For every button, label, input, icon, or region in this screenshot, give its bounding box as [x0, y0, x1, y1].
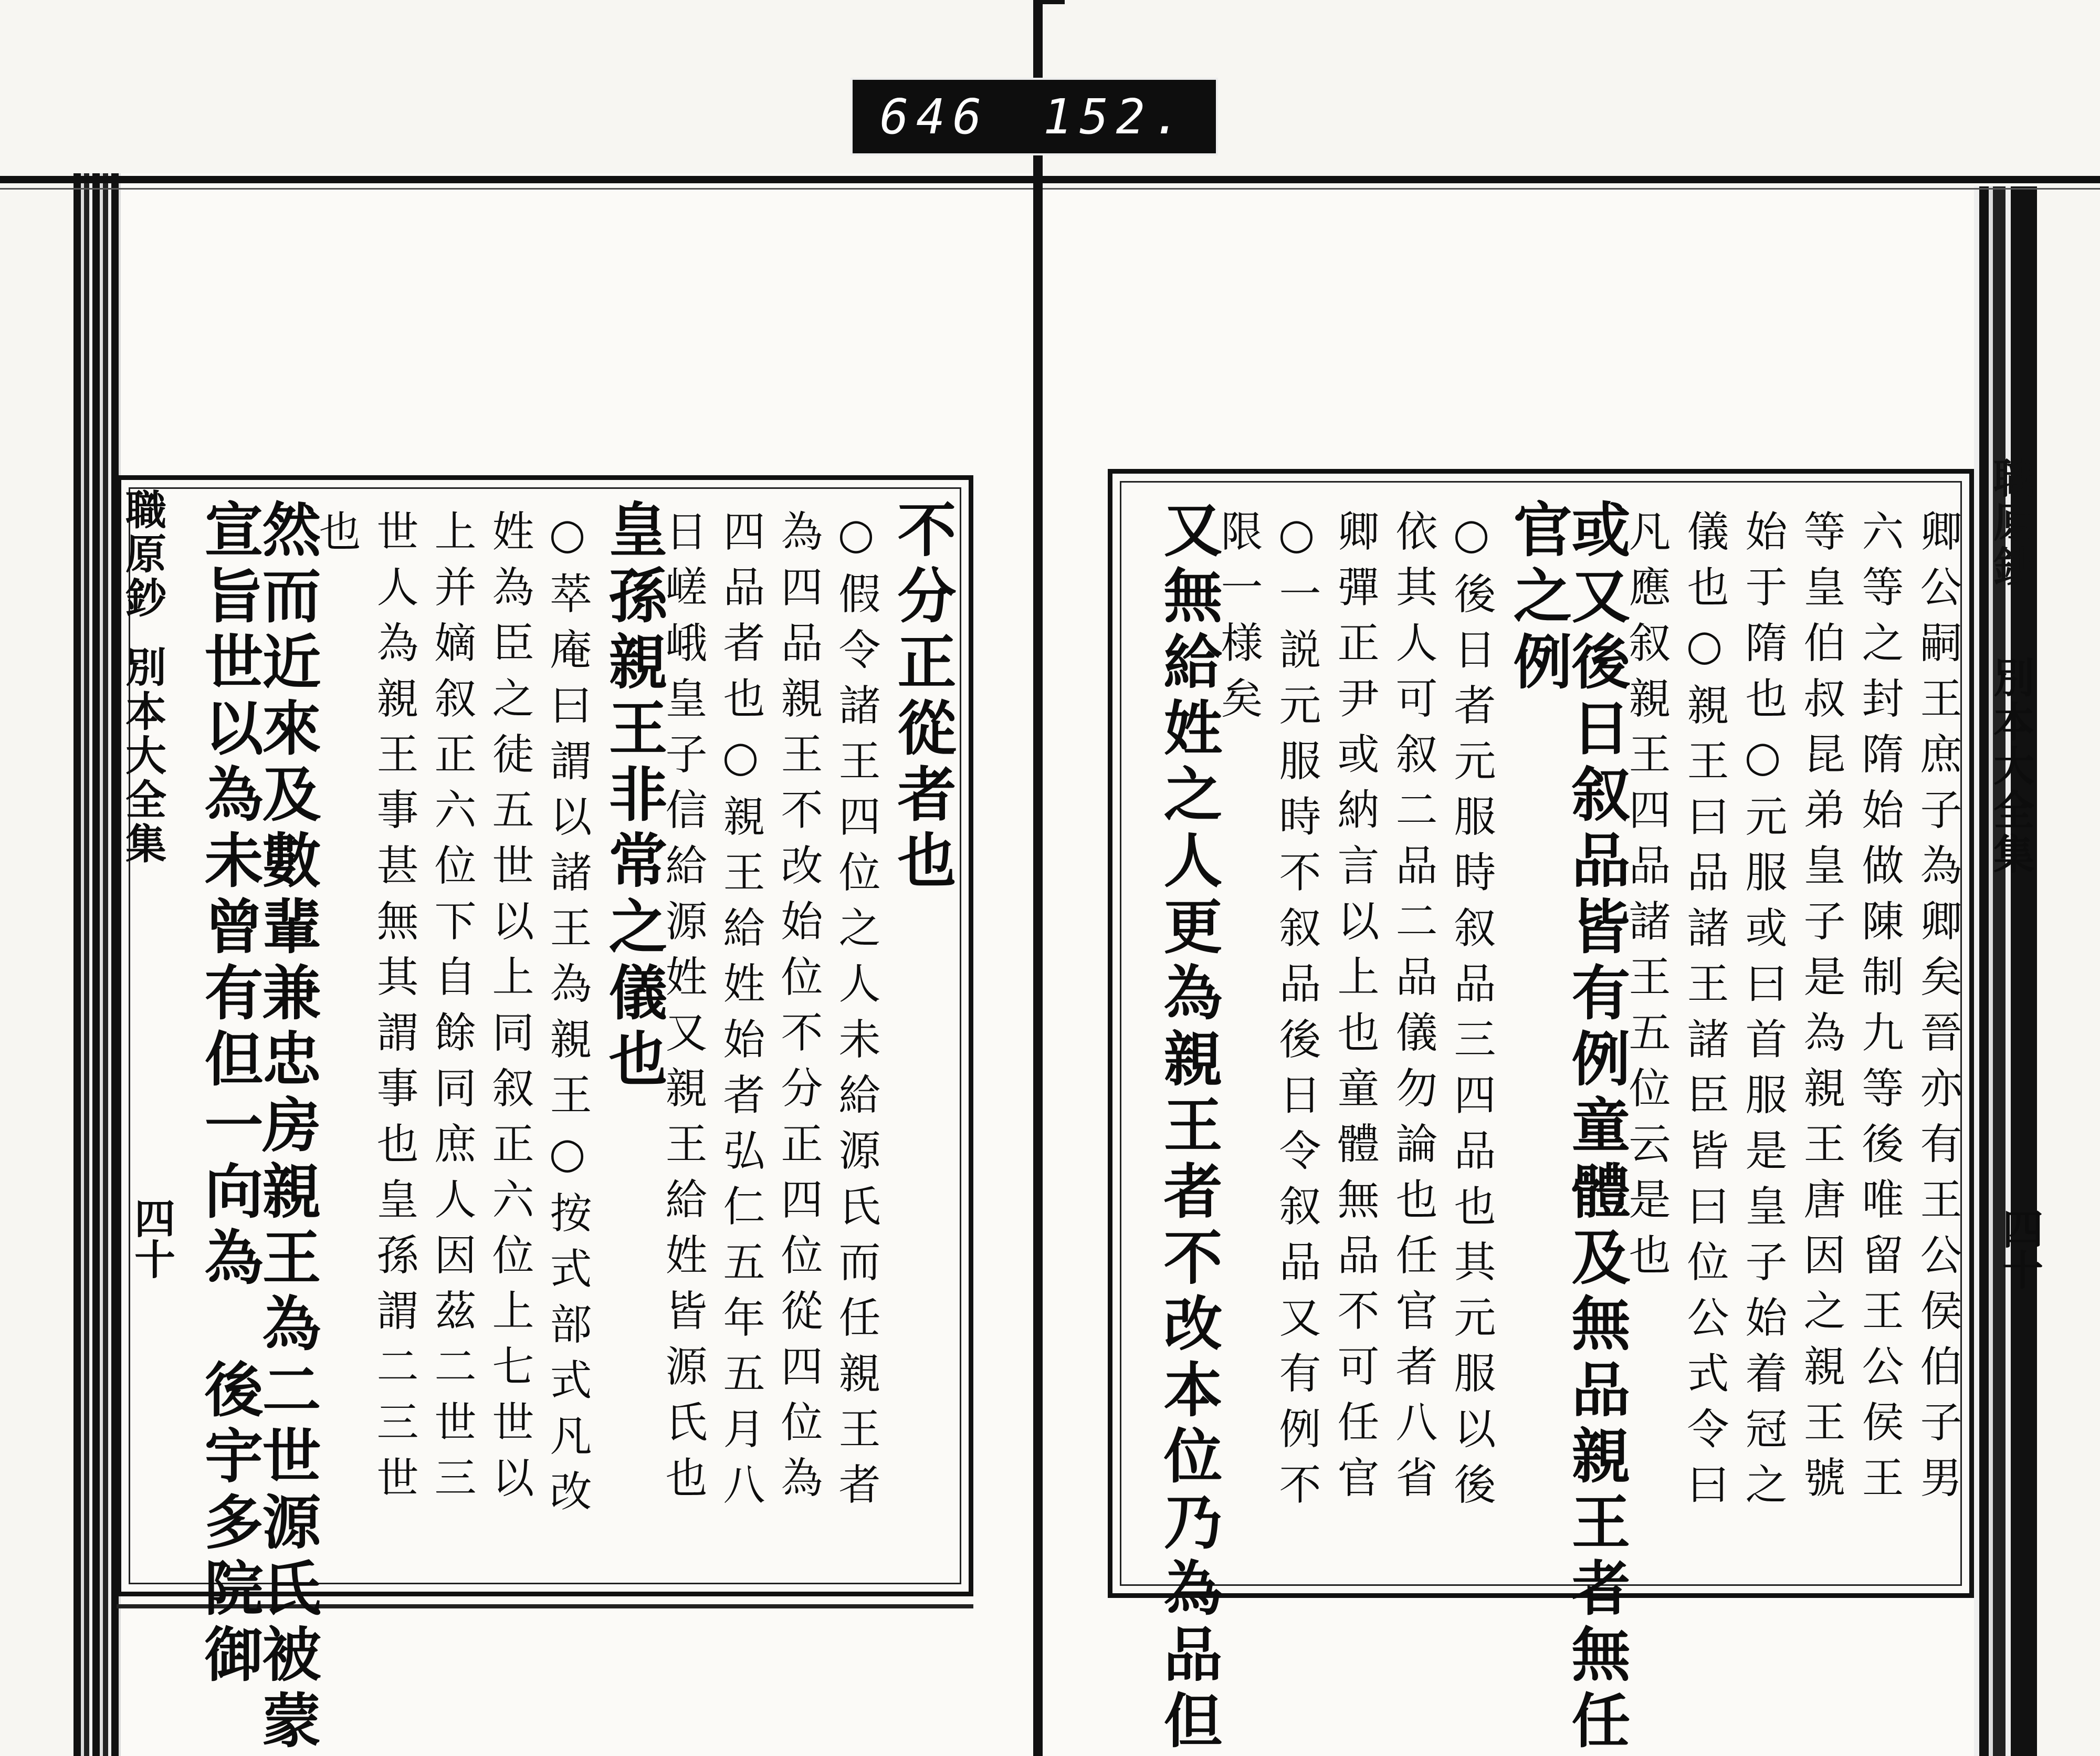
right-page-column: 凡應叙親王四品諸王五位云是也 [1622, 509, 1671, 1289]
left-page-column: 世人為親王事甚無其謂事也皇孫謂二三世 [370, 509, 418, 1511]
left-page-column: 為四品親王不改始位不分正四位從四位為 [774, 509, 823, 1511]
left-page-column: 四品者也○親王給姓始者弘仁五年五月八 [716, 509, 765, 1518]
right-page-column: 官之例 [1504, 499, 1572, 697]
left-page-column: 宣旨世以為未曾有但一向為 後宇多院御 [195, 499, 264, 1690]
right-page-column: 始于隋也○元服或曰首服是皇子始着冠之 [1738, 509, 1787, 1518]
right-page-number: 四十 [1996, 1208, 2043, 1290]
catalog-number-left: 646 [879, 88, 989, 145]
left-margin-subtitle [119, 646, 166, 866]
right-page-column: ○一説元服時不叙品後日令叙品又有例不 [1272, 509, 1321, 1518]
left-page-column: 也 [312, 509, 361, 565]
catalog-label [850, 78, 1218, 155]
right-margin-title [1987, 457, 2034, 1560]
right-page-column: 依其人可叙二品二品儀勿論也任官者八省 [1389, 509, 1437, 1511]
left-page-edge [74, 173, 121, 1756]
right-page-column: 或又後日叙品皆有例童體及無品親王者無任 [1562, 499, 1631, 1756]
right-page-column: 卿彈正尹或納言以上也童體無品不可任官 [1330, 509, 1379, 1511]
left-page-column: 上并嫡叙正六位下自餘同庶人因茲二世三 [427, 509, 476, 1511]
right-margin-subtitle [1987, 656, 2034, 877]
right-page-column: ○後日者元服時叙品三四品也其元服以後 [1447, 509, 1496, 1518]
left-page-column: 日嵯峨皇子信給源姓又親王給姓皆源氏也 [658, 509, 707, 1511]
left-page-column: 皇孫親王非常之儀也 [599, 499, 668, 1094]
right-page-column: 等皇伯叔昆弟皇子是為親王唐因之親王號 [1797, 509, 1845, 1511]
left-margin-book-title: 職原鈔 [119, 488, 166, 621]
left-page-column: 不分正從者也 [888, 499, 957, 896]
left-page-column: 然而近來及數輩兼忠房親王為二世源氏被蒙 [253, 499, 321, 1756]
left-page-column: ○萃庵曰謂以諸王為親王○按式部式凡改 [543, 509, 592, 1525]
right-page-column: 又無給姓之人更為親王者不改本位乃為品但 [1154, 499, 1223, 1756]
right-page-column: 限一様矣 [1214, 509, 1263, 732]
right-margin-subtitle-text: 別本大全集 [1987, 656, 2034, 877]
scan-frame-line-thin [0, 188, 2100, 190]
left-page-number: 四十 [128, 1197, 175, 1279]
right-page-column: 卿公嗣王庶子為卿矣晉亦有王公侯伯子男 [1913, 509, 1962, 1511]
left-margin-subtitle-text: 別本大全集 [119, 646, 166, 866]
right-page-column: 六等之封隋始做陳制九等後唯留王公侯王 [1855, 509, 1904, 1511]
scan-frame-line [0, 176, 2100, 183]
left-page-column: 姓為臣之徒五世以上同叙正六位上七世以 [485, 509, 534, 1511]
catalog-number-right: 152. [1043, 88, 1189, 145]
right-margin-book-title: 職原鈔 [1987, 457, 2034, 589]
spine-tick [1033, 0, 1065, 4]
book-spine [1033, 0, 1043, 1756]
left-page-column: ○假令諸王四位之人未給源氏而任親王者 [832, 509, 880, 1518]
right-page-column: 儀也○親王曰品諸王諸臣皆曰位公式令曰 [1680, 509, 1729, 1518]
